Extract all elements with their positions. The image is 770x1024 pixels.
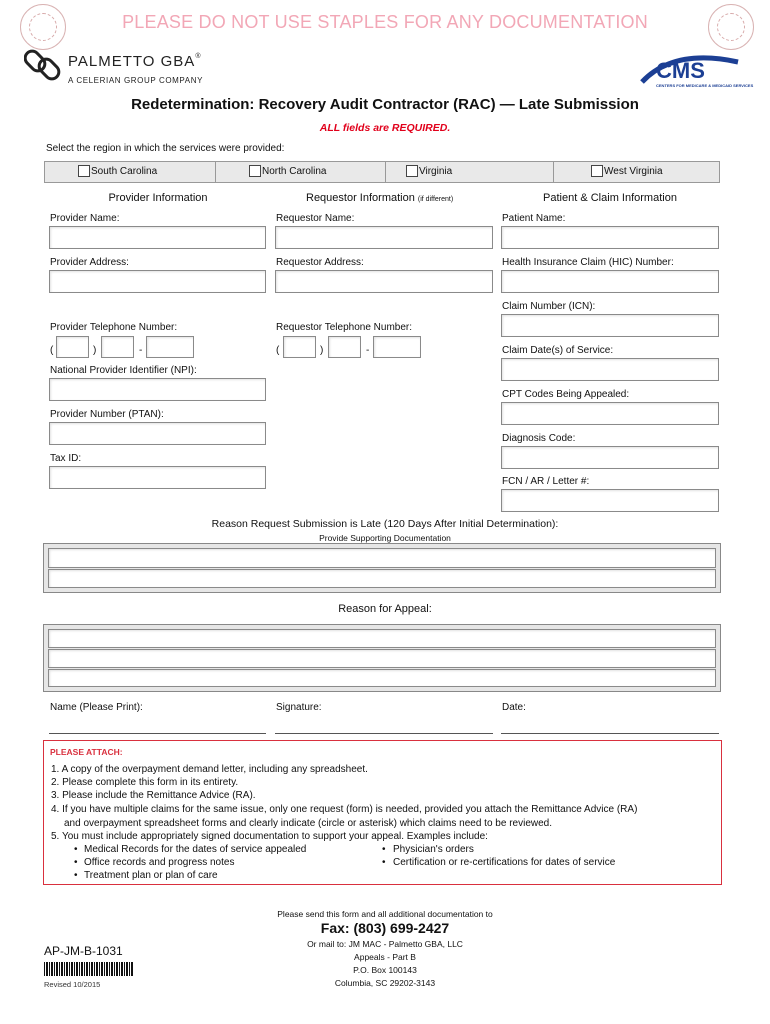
form-id: AP-JM-B-1031 xyxy=(44,944,123,958)
palmetto-logo-text: PALMETTO GBA® xyxy=(68,53,202,70)
appeal-reason-box xyxy=(43,624,721,692)
page-title: Redetermination: Recovery Audit Contractor (RAC) — Late Submission xyxy=(131,96,639,113)
date-label: Date: xyxy=(502,702,526,713)
region-prompt: Select the region in which the services were provided: xyxy=(46,143,285,154)
provider-address-field[interactable] xyxy=(49,270,266,293)
hic-number-field[interactable] xyxy=(501,270,719,293)
revised-date: Revised 10/2015 xyxy=(44,980,101,989)
requestor-address-field[interactable] xyxy=(275,270,493,293)
provider-phone-open-paren: ( xyxy=(50,345,54,356)
attach-item-2: 2. Please complete this form in its entirety. xyxy=(51,777,239,788)
provider-phone-line-field[interactable] xyxy=(146,336,194,358)
requestor-phone-area-code-field[interactable] xyxy=(283,336,316,358)
hic-number-label: Health Insurance Claim (HIC) Number: xyxy=(502,257,674,268)
fcn-label: FCN / AR / Letter #: xyxy=(502,476,590,487)
requestor-phone-line-field[interactable] xyxy=(373,336,421,358)
fcn-field[interactable] xyxy=(501,489,719,512)
attach-item-1: 1. A copy of the overpayment demand letter, including any spreadsheet. xyxy=(51,764,368,775)
region-checkbox-north-carolina[interactable] xyxy=(249,165,261,177)
bullet-dot: • xyxy=(74,870,78,881)
appeal-reason-line-1[interactable] xyxy=(48,629,716,648)
mail-line-1: Or mail to: JM MAC - Palmetto GBA, LLC xyxy=(307,939,463,949)
provider-address-label: Provider Address: xyxy=(50,257,129,268)
barcode xyxy=(44,962,134,976)
patient-name-field[interactable] xyxy=(501,226,719,249)
region-label-west-virginia: West Virginia xyxy=(604,166,663,177)
signature-label: Signature: xyxy=(276,702,322,713)
name-print-label: Name (Please Print): xyxy=(50,702,143,713)
late-reason-subheading: Provide Supporting Documentation xyxy=(319,533,451,543)
section-provider-info: Provider Information xyxy=(108,192,208,204)
send-instructions: Please send this form and all additional documentation to xyxy=(277,909,493,919)
mail-line-4: Columbia, SC 29202-3143 xyxy=(334,978,436,988)
section-requestor-info: Requestor Information (if different) xyxy=(306,192,454,204)
provider-phone-dash: - xyxy=(139,345,143,356)
bullet-treatment-plan: Treatment plan or plan of care xyxy=(84,870,218,881)
bullet-medical-records: Medical Records for the dates of service appealed xyxy=(84,844,307,855)
patient-name-label: Patient Name: xyxy=(502,213,566,224)
region-checkbox-south-carolina[interactable] xyxy=(78,165,90,177)
no-staples-banner: PLEASE DO NOT USE STAPLES FOR ANY DOCUMENTATION xyxy=(122,12,648,32)
appeal-reason-heading: Reason for Appeal: xyxy=(338,603,432,615)
attach-item-5: 5. You must include appropriately signed documentation to support your appeal. Examples include: xyxy=(51,831,488,842)
dates-of-service-label: Claim Date(s) of Service: xyxy=(502,345,614,356)
provider-phone-prefix-field[interactable] xyxy=(101,336,134,358)
region-label-south-carolina: South Carolina xyxy=(91,166,158,177)
provider-phone-close-paren: ) xyxy=(93,345,97,356)
requestor-phone-label: Requestor Telephone Number: xyxy=(276,322,413,333)
mail-line-2: Appeals - Part B xyxy=(354,952,416,962)
provider-name-field[interactable] xyxy=(49,226,266,249)
attach-item-3: 3. Please include the Remittance Advice (RA). xyxy=(51,790,256,801)
diagnosis-code-field[interactable] xyxy=(501,446,719,469)
region-label-virginia: Virginia xyxy=(419,166,453,177)
icn-label: Claim Number (ICN): xyxy=(502,301,596,312)
mail-line-3: P.O. Box 100143 xyxy=(353,965,417,975)
attach-item-4: 4. If you have multiple claims for the same issue, only one request (form) is needed, provided you attach the Remittance Advice (RA) xyxy=(51,804,638,815)
date-line[interactable] xyxy=(501,733,719,734)
required-note: ALL fields are REQUIRED. xyxy=(319,122,451,134)
bullet-dot: • xyxy=(382,844,386,855)
appeal-reason-line-3[interactable] xyxy=(48,669,716,687)
requestor-phone-open-paren: ( xyxy=(276,345,280,356)
region-checkbox-virginia[interactable] xyxy=(406,165,418,177)
provider-name-label: Provider Name: xyxy=(50,213,120,224)
attach-item-4-cont: and overpayment spreadsheet forms and clearly indicate (circle or asterisk) which claims need to be reviewed. xyxy=(64,818,553,829)
late-reason-line-2[interactable] xyxy=(48,569,716,588)
name-print-line[interactable] xyxy=(49,733,266,734)
provider-phone-label: Provider Telephone Number: xyxy=(50,322,178,333)
cms-logo: CMS xyxy=(634,54,744,88)
palmetto-logo-subtitle: A CELERIAN GROUP COMPANY xyxy=(68,76,204,85)
late-reason-line-1[interactable] xyxy=(48,548,716,568)
fax-number: Fax: (803) 699-2427 xyxy=(320,920,450,936)
bullet-dot: • xyxy=(74,857,78,868)
bullet-office-records: Office records and progress notes xyxy=(84,857,235,868)
requestor-phone-prefix-field[interactable] xyxy=(328,336,361,358)
dates-of-service-field[interactable] xyxy=(501,358,719,381)
signature-line[interactable] xyxy=(275,733,493,734)
palmetto-logo-icon xyxy=(24,44,64,86)
late-reason-box xyxy=(43,543,721,593)
cms-logo-subtitle: CENTERS FOR MEDICARE & MEDICAID SERVICES xyxy=(656,83,754,88)
appeal-reason-line-2[interactable] xyxy=(48,649,716,668)
provider-phone-area-code-field[interactable] xyxy=(56,336,89,358)
npi-label: National Provider Identifier (NPI): xyxy=(50,365,197,376)
cpt-codes-field[interactable] xyxy=(501,402,719,425)
requestor-name-field[interactable] xyxy=(275,226,493,249)
requestor-address-label: Requestor Address: xyxy=(276,257,364,268)
attach-title: PLEASE ATTACH: xyxy=(50,747,123,757)
cpt-codes-label: CPT Codes Being Appealed: xyxy=(502,389,630,400)
ptan-label: Provider Number (PTAN): xyxy=(50,409,164,420)
section-patient-info: Patient & Claim Information xyxy=(543,192,677,204)
region-checkbox-west-virginia[interactable] xyxy=(591,165,603,177)
ptan-field[interactable] xyxy=(49,422,266,445)
requestor-name-label: Requestor Name: xyxy=(276,213,355,224)
late-reason-heading: Reason Request Submission is Late (120 Days After Initial Determination): xyxy=(211,518,559,530)
region-label-north-carolina: North Carolina xyxy=(262,166,327,177)
bullet-dot: • xyxy=(74,844,78,855)
bullet-dot: • xyxy=(382,857,386,868)
npi-field[interactable] xyxy=(49,378,266,401)
bullet-physician-orders: Physician's orders xyxy=(393,844,474,855)
tax-id-field[interactable] xyxy=(49,466,266,489)
diagnosis-code-label: Diagnosis Code: xyxy=(502,433,576,444)
tax-id-label: Tax ID: xyxy=(50,453,82,464)
requestor-phone-dash: - xyxy=(366,345,370,356)
requestor-phone-close-paren: ) xyxy=(320,345,324,356)
bullet-certifications: Certification or re-certifications for dates of service xyxy=(393,857,616,868)
icn-field[interactable] xyxy=(501,314,719,337)
